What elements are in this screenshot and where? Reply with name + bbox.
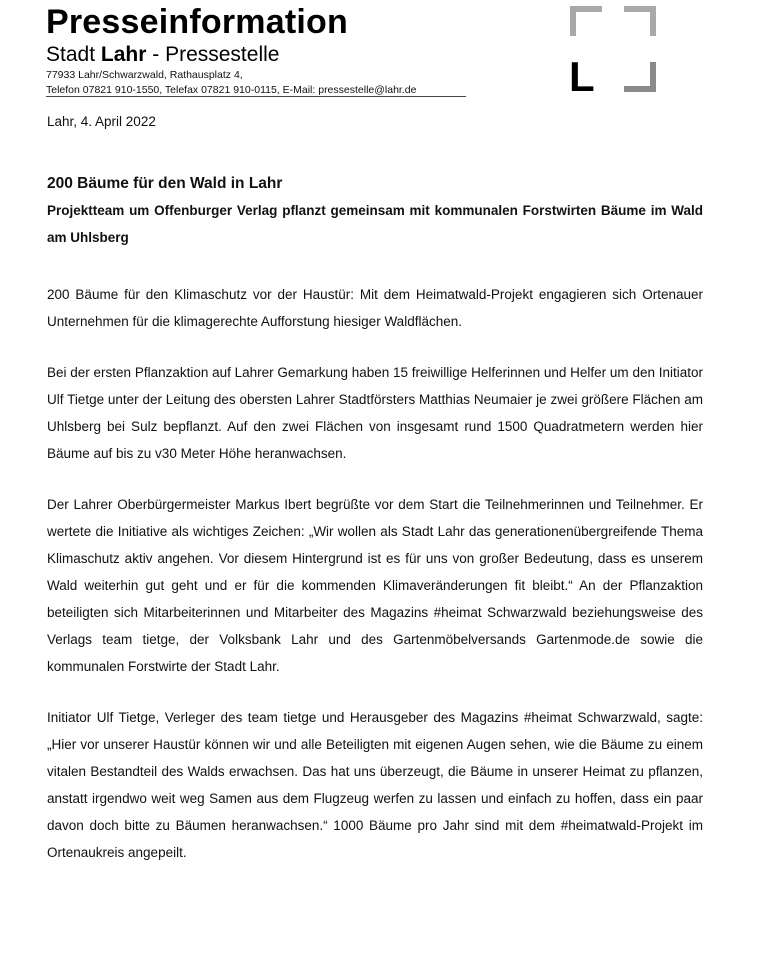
paragraph-intro: 200 Bäume für den Klimaschutz vor der Haustür: Mit dem Heimatwald-Projekt engagieren sich Ortenauer Unternehmen für die klimagerechte Aufforstung hiesiger Waldflächen. bbox=[47, 287, 703, 329]
letterhead bbox=[46, 4, 526, 97]
contact-line: Telefon 07821 910-1550, Telefax 07821 910-0115, E-Mail: pressestelle@lahr.de bbox=[46, 84, 417, 96]
brand-title: Presseinformation bbox=[46, 3, 348, 41]
press-release-body bbox=[47, 112, 703, 866]
paragraph-mayor: Der Lahrer Oberbürgermeister Markus Ibert begrüßte vor dem Start die Teilnehmerinnen und Teilnehmer. Er wertete die Initiative als wichtiges Zeichen: „Wir wollen als Stadt Lahr das generationenübergreifende Thema Klimaschutz aktiv angehen. Vor diesem Hintergrund ist es für uns von großer Bedeutung, dass es unserem Wald weiterhin gut geht und er für die kommenden Klimaveränderungen fit bleibt.“ An der Pflanzaktion beteiligten sich Mitarbeiterinnen und Mitarbeiter des Magazins #heimat Schwarzwald beziehungsweise des Verlags team tietge, der Volksbank Lahr und des Gartenmöbelversands Gartenmode.de sowie die kommunalen Forstwirte der Stadt Lahr. bbox=[47, 497, 703, 674]
office-name bbox=[46, 43, 526, 67]
office-suffix: - Pressestelle bbox=[152, 43, 280, 66]
header-divider bbox=[46, 96, 466, 97]
paragraph-planting: Bei der ersten Pflanzaktion auf Lahrer Gemarkung haben 15 freiwillige Helferinnen und Helfer um den Initiator Ulf Tietge unter der Leitung des obersten Lahrer Stadtförsters Matthias Neumaier je zwei größere Flächen am Uhlsberg bei Sulz bepflanzt. Auf den zwei Flächen von insgesamt rund 1500 Quadratmetern werden hier Bäume auf bis zu v30 Meter Höhe heranwachsen. bbox=[47, 365, 703, 461]
article-subtitle: Projektteam um Offenburger Verlag pflanzt gemeinsam mit kommunalen Forstwirten Bäume im Wald am Uhlsberg bbox=[47, 203, 703, 245]
logo-letter: L bbox=[569, 53, 595, 94]
release-date: Lahr, 4. April 2022 bbox=[47, 114, 156, 129]
logo-corner-bottom-right bbox=[624, 62, 656, 92]
office-prefix: Stadt bbox=[46, 43, 96, 66]
logo-corner-top-right bbox=[624, 6, 656, 36]
paragraph-initiator: Initiator Ulf Tietge, Verleger des team tietge und Herausgeber des Magazins #heimat Schwarzwald, sagte: „Hier vor unserer Haustür können wir und alle Beteiligten mit eigenen Augen sehen, wie die Bäume zu einem vitalen Bestandteil des Walds erwachsen. Das hat uns überzeugt, die Bäume in unserer Heimat zu pflanzen, anstatt irgendwo weit weg Samen aus dem Flugzeug werfen zu lassen und einfach zu hoffen, dass ein paar davon doch bitte zu Bäumen heranwachsen.“ 1000 Bäume pro Jahr sind mit dem #heimatwald-Projekt im Ortenaukreis angepeilt. bbox=[47, 710, 703, 860]
logo-corner-top-left bbox=[570, 6, 602, 36]
article-title: 200 Bäume für den Wald in Lahr bbox=[47, 175, 283, 192]
office-city: Lahr bbox=[100, 43, 147, 66]
lahr-logo-icon bbox=[568, 4, 658, 94]
address-line: 77933 Lahr/Schwarzwald, Rathausplatz 4, bbox=[46, 69, 243, 81]
